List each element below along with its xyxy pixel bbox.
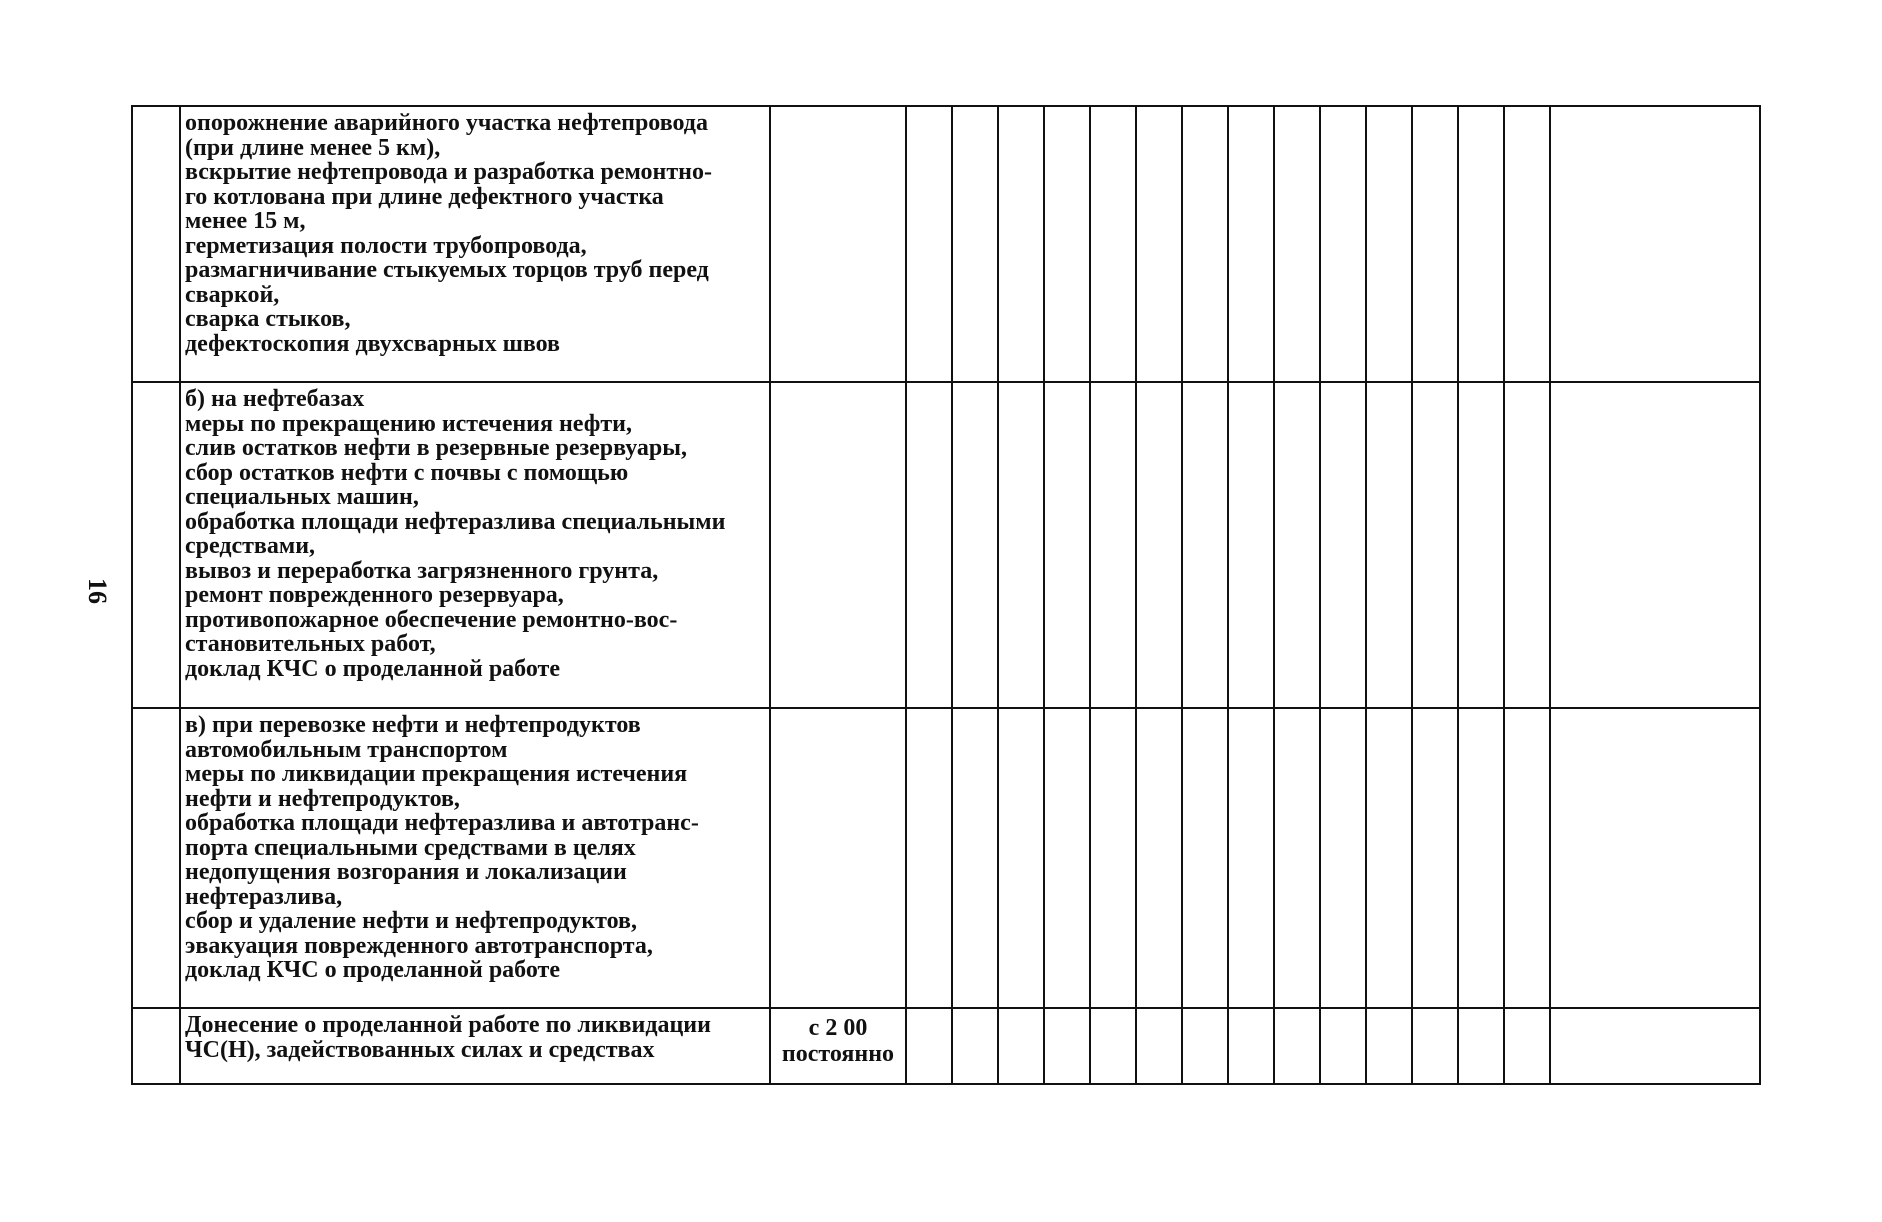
row-number-cell — [132, 106, 180, 382]
grid-cell — [1366, 382, 1412, 708]
grid-cell — [1136, 708, 1182, 1008]
row-number-cell — [132, 382, 180, 708]
description-line: вывоз и переработка загрязненного грунта, — [185, 557, 659, 584]
grid-cell — [1412, 708, 1458, 1008]
grid-cell — [1090, 1008, 1136, 1084]
grid-cell — [1228, 708, 1274, 1008]
task-description-cell — [180, 1008, 770, 1084]
grid-cell — [906, 106, 952, 382]
time-cell — [770, 708, 906, 1008]
notes-cell — [1550, 382, 1760, 708]
task-description-cell — [180, 382, 770, 708]
description-line: менее 15 м, — [185, 208, 306, 234]
time-start: с 2 00 — [808, 1015, 868, 1041]
description-line: дефектоскопия двухсварных швов — [185, 330, 560, 357]
description-line: автомобильным транспортом — [185, 736, 508, 763]
task-description-cell — [180, 708, 770, 1008]
time-duration: постоянно — [781, 1041, 895, 1067]
grid-cell — [998, 382, 1044, 708]
grid-cell — [1182, 708, 1228, 1008]
grid-cell — [1458, 106, 1504, 382]
grid-cell — [1320, 106, 1366, 382]
task-description-cell — [180, 106, 770, 382]
grid-cell — [1458, 382, 1504, 708]
grid-cell — [1044, 382, 1090, 708]
description-line: ЧС(Н), задействованных силах и средствах — [185, 1036, 655, 1063]
grid-cell — [1182, 1008, 1228, 1084]
description-line: сваркой, — [185, 281, 280, 308]
description-line: доклад КЧС о проделанной работе — [185, 655, 560, 682]
description-line: в) при перевозке нефти и нефтепродуктов — [185, 712, 641, 738]
description-line: Донесение о проделанной работе по ликвидации — [185, 1012, 711, 1038]
row-number-cell — [132, 708, 180, 1008]
grid-cell — [1136, 106, 1182, 382]
grid-cell — [998, 708, 1044, 1008]
page-number: 16 — [83, 578, 112, 604]
grid-cell — [1044, 708, 1090, 1008]
description-line: меры по прекращению истечения нефти, — [185, 410, 632, 437]
schedule-table — [131, 105, 1761, 1085]
description-line: сбор и удаление нефти и нефтепродуктов, — [185, 908, 638, 934]
grid-cell — [1182, 106, 1228, 382]
description-line: меры по ликвидации прекращения истечения — [185, 761, 688, 787]
grid-cell — [1228, 382, 1274, 708]
description-line: обработка площади нефтеразлива специальными — [185, 508, 726, 535]
description-line: нефтеразлива, — [185, 883, 343, 910]
description-line: б) на нефтебазах — [185, 386, 365, 412]
description-line: герметизация полости трубопровода, — [185, 232, 587, 259]
grid-cell — [1090, 382, 1136, 708]
grid-cell — [1366, 1008, 1412, 1084]
grid-cell — [952, 106, 998, 382]
grid-cell — [1274, 106, 1320, 382]
grid-cell — [1182, 382, 1228, 708]
grid-cell — [1504, 106, 1550, 382]
grid-cell — [1366, 708, 1412, 1008]
description-line: нефти и нефтепродуктов, — [185, 785, 460, 812]
notes-cell — [1550, 1008, 1760, 1084]
grid-cell — [1320, 1008, 1366, 1084]
grid-cell — [1320, 708, 1366, 1008]
description-line: средствами, — [185, 533, 316, 559]
description-line: специальных машин, — [185, 484, 419, 510]
grid-cell — [1044, 1008, 1090, 1084]
table-row — [132, 1008, 1760, 1084]
grid-cell — [952, 708, 998, 1008]
grid-cell — [906, 1008, 952, 1084]
table-row — [132, 708, 1760, 1008]
description-line: опорожнение аварийного участка нефтепровода — [185, 110, 708, 136]
description-line: сбор остатков нефти с почвы с помощью — [185, 459, 629, 486]
description-line: сварка стыков, — [185, 306, 351, 332]
description-line: порта специальными средствами в целях — [185, 834, 636, 861]
grid-cell — [1228, 1008, 1274, 1084]
grid-cell — [1044, 106, 1090, 382]
description-line: (при длине менее 5 км), — [185, 134, 441, 161]
time-cell — [770, 106, 906, 382]
grid-cell — [1412, 106, 1458, 382]
grid-cell — [1412, 1008, 1458, 1084]
notes-cell — [1550, 708, 1760, 1008]
description-line: становительных работ, — [185, 631, 436, 657]
grid-cell — [1136, 1008, 1182, 1084]
description-line: доклад КЧС о проделанной работе — [185, 957, 560, 983]
grid-cell — [1366, 106, 1412, 382]
notes-cell — [1550, 106, 1760, 382]
description-line: вскрытие нефтепровода и разработка ремонтно- — [185, 159, 712, 185]
grid-cell — [1274, 382, 1320, 708]
grid-cell — [1274, 708, 1320, 1008]
grid-cell — [1504, 1008, 1550, 1084]
table-row — [132, 382, 1760, 708]
description-line: противопожарное обеспечение ремонтно-вос- — [185, 606, 678, 633]
description-line: слив остатков нефти в резервные резервуары, — [185, 435, 688, 461]
grid-cell — [1136, 382, 1182, 708]
grid-cell — [1320, 382, 1366, 708]
grid-cell — [1458, 708, 1504, 1008]
description-line: эвакуация поврежденного автотранспорта, — [185, 932, 653, 959]
grid-cell — [1274, 1008, 1320, 1084]
row-number-cell — [132, 1008, 180, 1084]
grid-cell — [906, 708, 952, 1008]
table-row — [132, 106, 1760, 382]
grid-cell — [998, 1008, 1044, 1084]
description-line: ремонт поврежденного резервуара, — [185, 582, 564, 608]
description-line: обработка площади нефтеразлива и автотранс- — [185, 810, 699, 836]
grid-cell — [952, 382, 998, 708]
grid-cell — [1458, 1008, 1504, 1084]
grid-cell — [1504, 382, 1550, 708]
grid-cell — [1412, 382, 1458, 708]
description-line: недопущения возгорания и локализации — [185, 859, 627, 885]
description-line: размагничивание стыкуемых торцов труб перед — [185, 257, 709, 283]
grid-cell — [1504, 708, 1550, 1008]
description-line: го котлована при длине дефектного участка — [185, 183, 664, 210]
grid-cell — [1090, 106, 1136, 382]
time-cell — [770, 382, 906, 708]
grid-cell — [1090, 708, 1136, 1008]
grid-cell — [998, 106, 1044, 382]
grid-cell — [952, 1008, 998, 1084]
grid-cell — [906, 382, 952, 708]
time-cell — [770, 1008, 906, 1084]
grid-cell — [1228, 106, 1274, 382]
